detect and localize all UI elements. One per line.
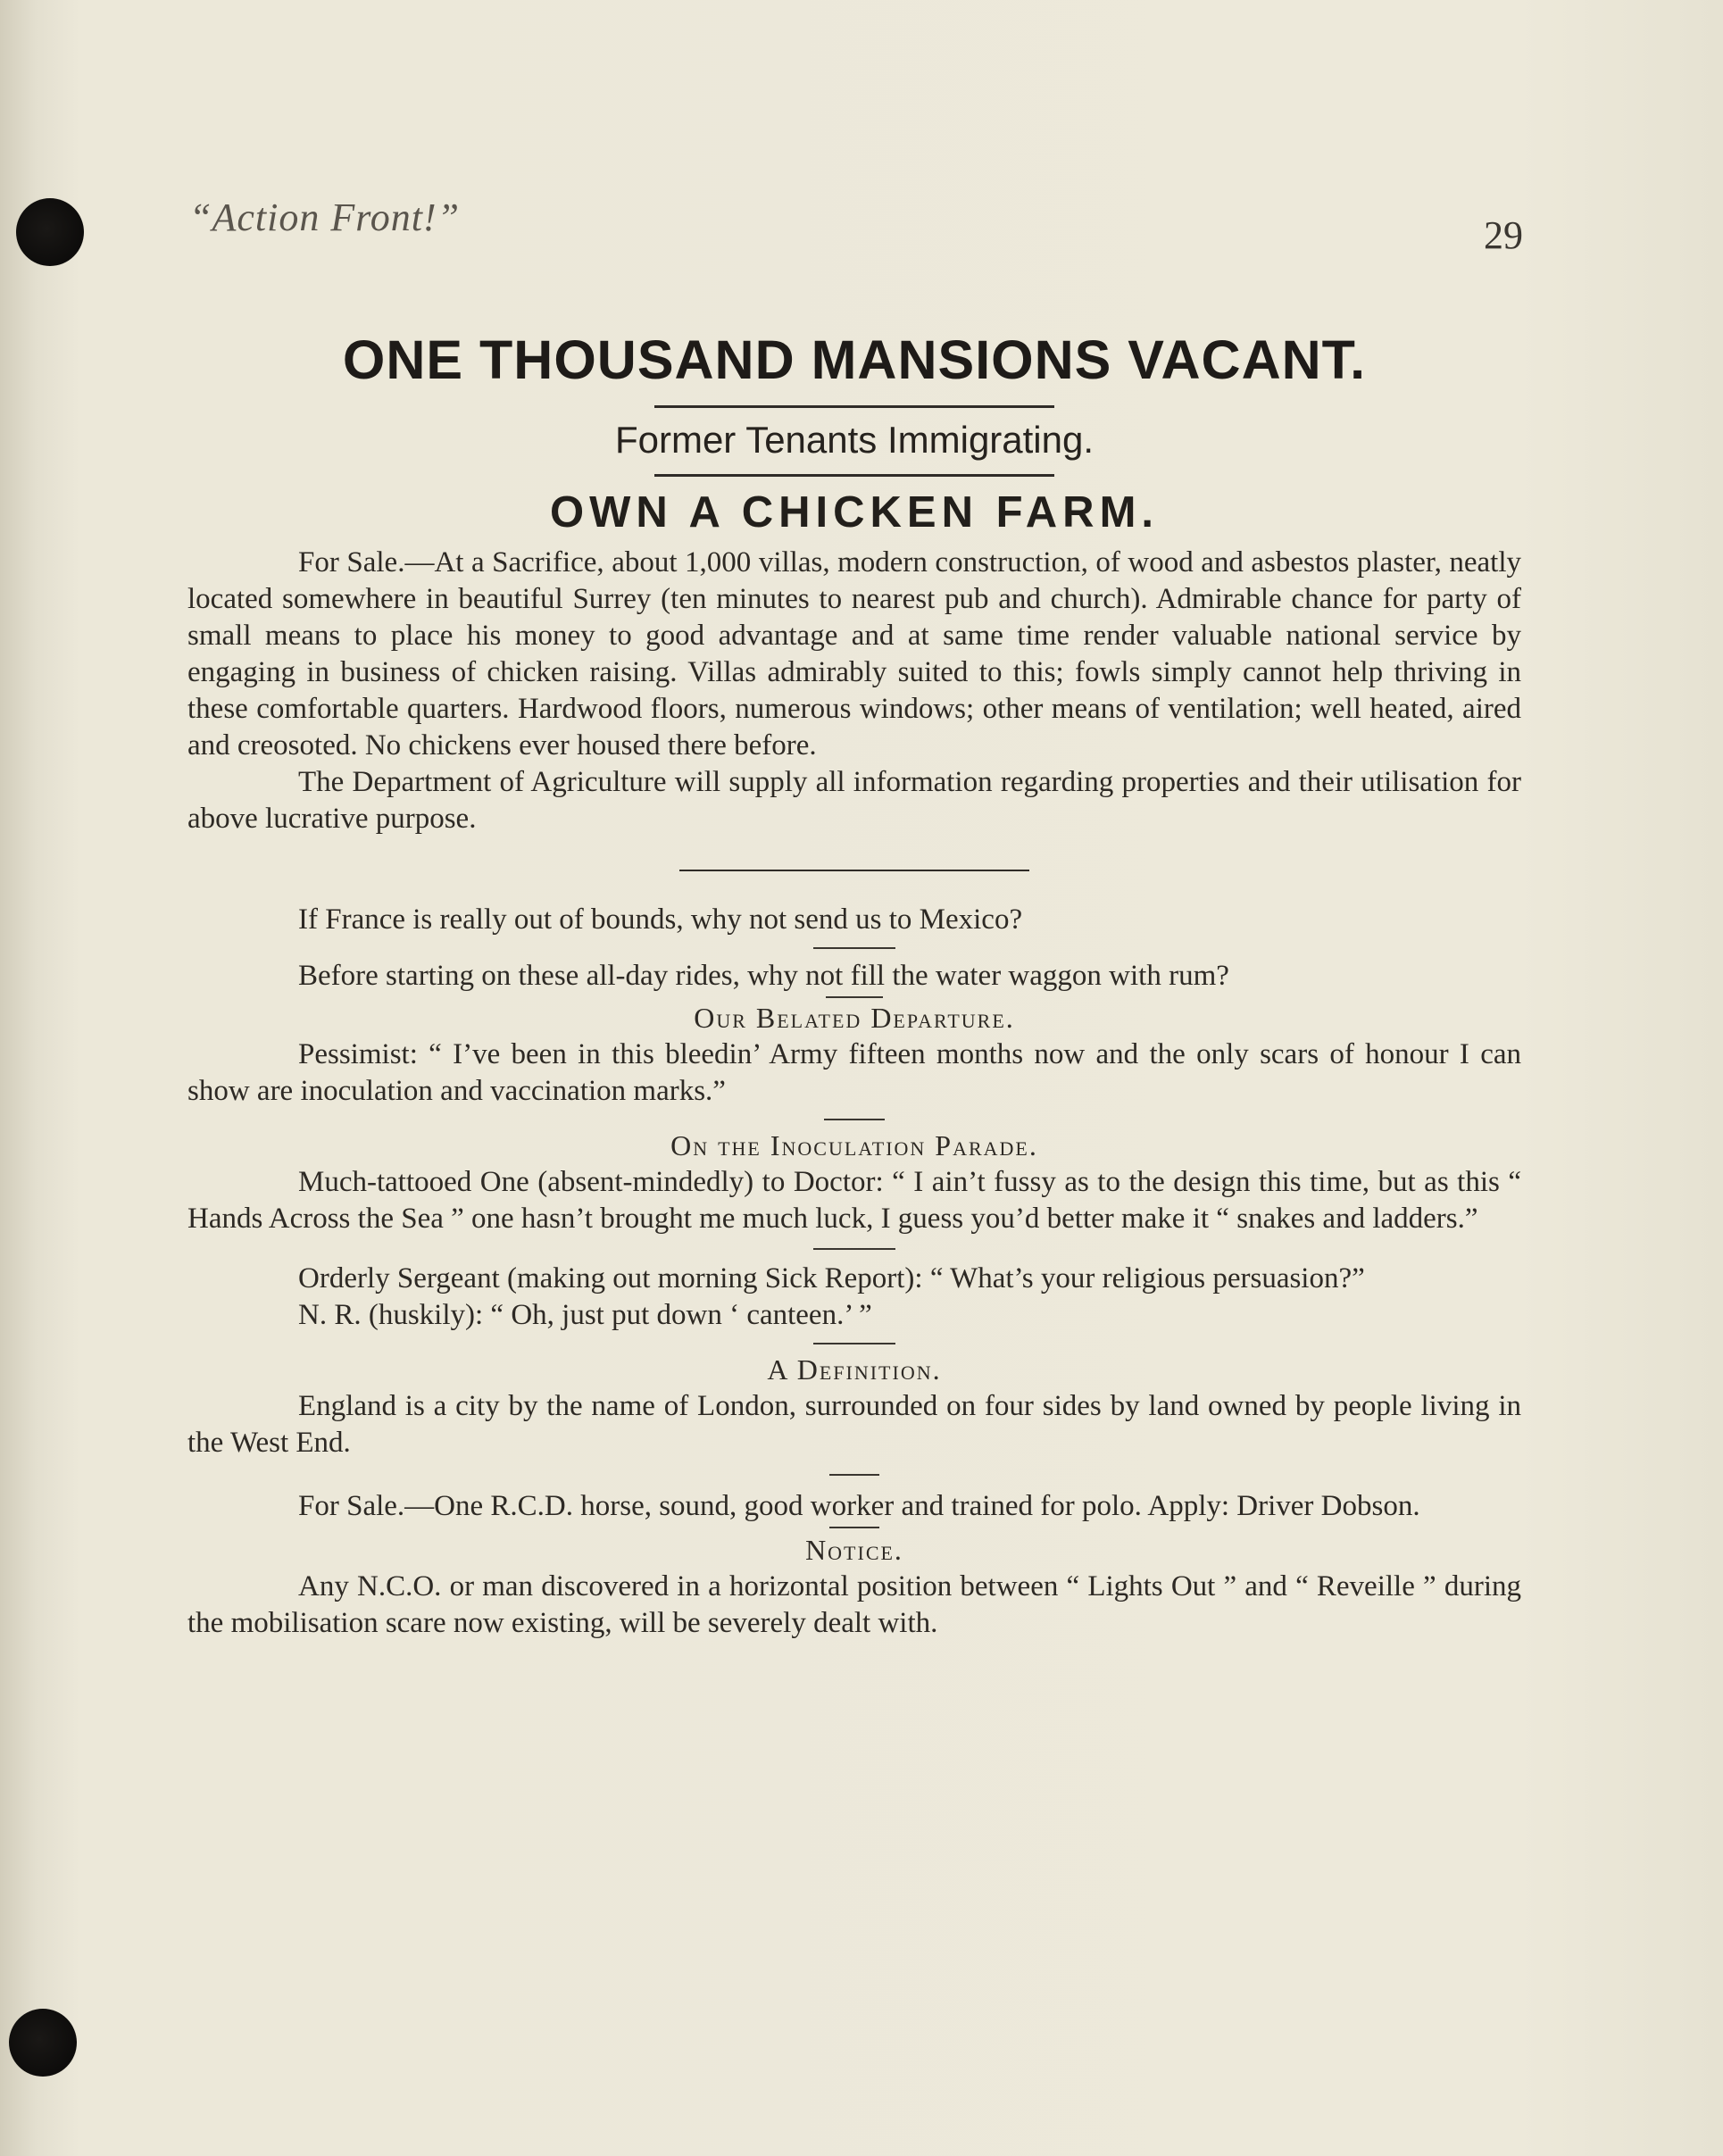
divider <box>829 1527 879 1528</box>
page-number: 29 <box>1484 213 1523 257</box>
paragraph: If France is really out of bounds, why not send us to Mexico? <box>298 903 1023 936</box>
divider <box>679 870 1029 871</box>
paragraph: Any N.C.O. or man discovered in a horizontal position between “ Lights Out ” and “ Reveille ” during the mobilisation scare now existing, will be severely dealt with. <box>187 1570 1521 1640</box>
headline: ONE THOUSAND MANSIONS VACANT. <box>342 329 1367 390</box>
paragraph: For Sale.—At a Sacrifice, about 1,000 villas, modern construction, of wood and asbestos plaster, neatly located somewhere in beautiful Surrey (ten minutes to nearest pub and church). Admirable chance for party of small means to place his money to good advantage and at same time render valuable national service by engaging in business of chicken raising. Villas admirably suited to this; fowls simply cannot help thriving in these comfortable quarters. Hardwood floors, numerous windows; other means of ventilation; well heated, aired and creosoted. No chickens ever housed there before. <box>187 546 1521 762</box>
section-heading: A Definition. <box>767 1353 942 1386</box>
kicker: OWN A CHICKEN FARM. <box>550 488 1159 537</box>
divider <box>813 1248 895 1250</box>
paragraph: England is a city by the name of London, surrounded on four sides by land owned by people living in the West End. <box>187 1390 1521 1460</box>
divider <box>654 405 1054 408</box>
divider <box>829 1474 879 1476</box>
paragraph: N. R. (huskily): “ Oh, just put down ‘ canteen.’ ” <box>298 1299 872 1332</box>
divider <box>824 1119 885 1120</box>
binding-hole <box>16 198 84 266</box>
section-heading: Notice. <box>805 1534 903 1567</box>
paragraph: The Department of Agriculture will supply all information regarding properties and their utilisation for above lucrative purpose. <box>187 766 1521 836</box>
paragraph: Pessimist: “ I’ve been in this bleedin’ Army fifteen months now and the only scars of honour I can show are inoculation and vaccination marks.” <box>187 1038 1521 1108</box>
divider <box>813 947 895 949</box>
binding-hole <box>9 2009 77 2077</box>
paragraph: Much-tattooed One (absent-mindedly) to Doctor: “ I ain’t fussy as to the design this time, but as this “ Hands Across the Sea ” one hasn’t brought me much luck, I guess you’d better make it “ snakes and ladders.” <box>187 1166 1521 1236</box>
paragraph: Orderly Sergeant (making out morning Sick Report): “ What’s your religious persuasion?” <box>298 1262 1365 1295</box>
running-title: “Action Front!” <box>189 196 461 239</box>
divider <box>654 474 1054 477</box>
divider <box>826 996 883 998</box>
subheadline: Former Tenants Immigrating. <box>614 419 1095 462</box>
divider <box>813 1343 895 1344</box>
section-heading: Our Belated Departure. <box>694 1002 1015 1035</box>
paragraph: Before starting on these all-day rides, why not fill the water waggon with rum? <box>298 960 1229 993</box>
page-content <box>187 321 1521 1642</box>
section-heading: On the Inoculation Parade. <box>670 1129 1038 1162</box>
paragraph: For Sale.—One R.C.D. horse, sound, good worker and trained for polo. Apply: Driver Dobson. <box>298 1490 1420 1523</box>
